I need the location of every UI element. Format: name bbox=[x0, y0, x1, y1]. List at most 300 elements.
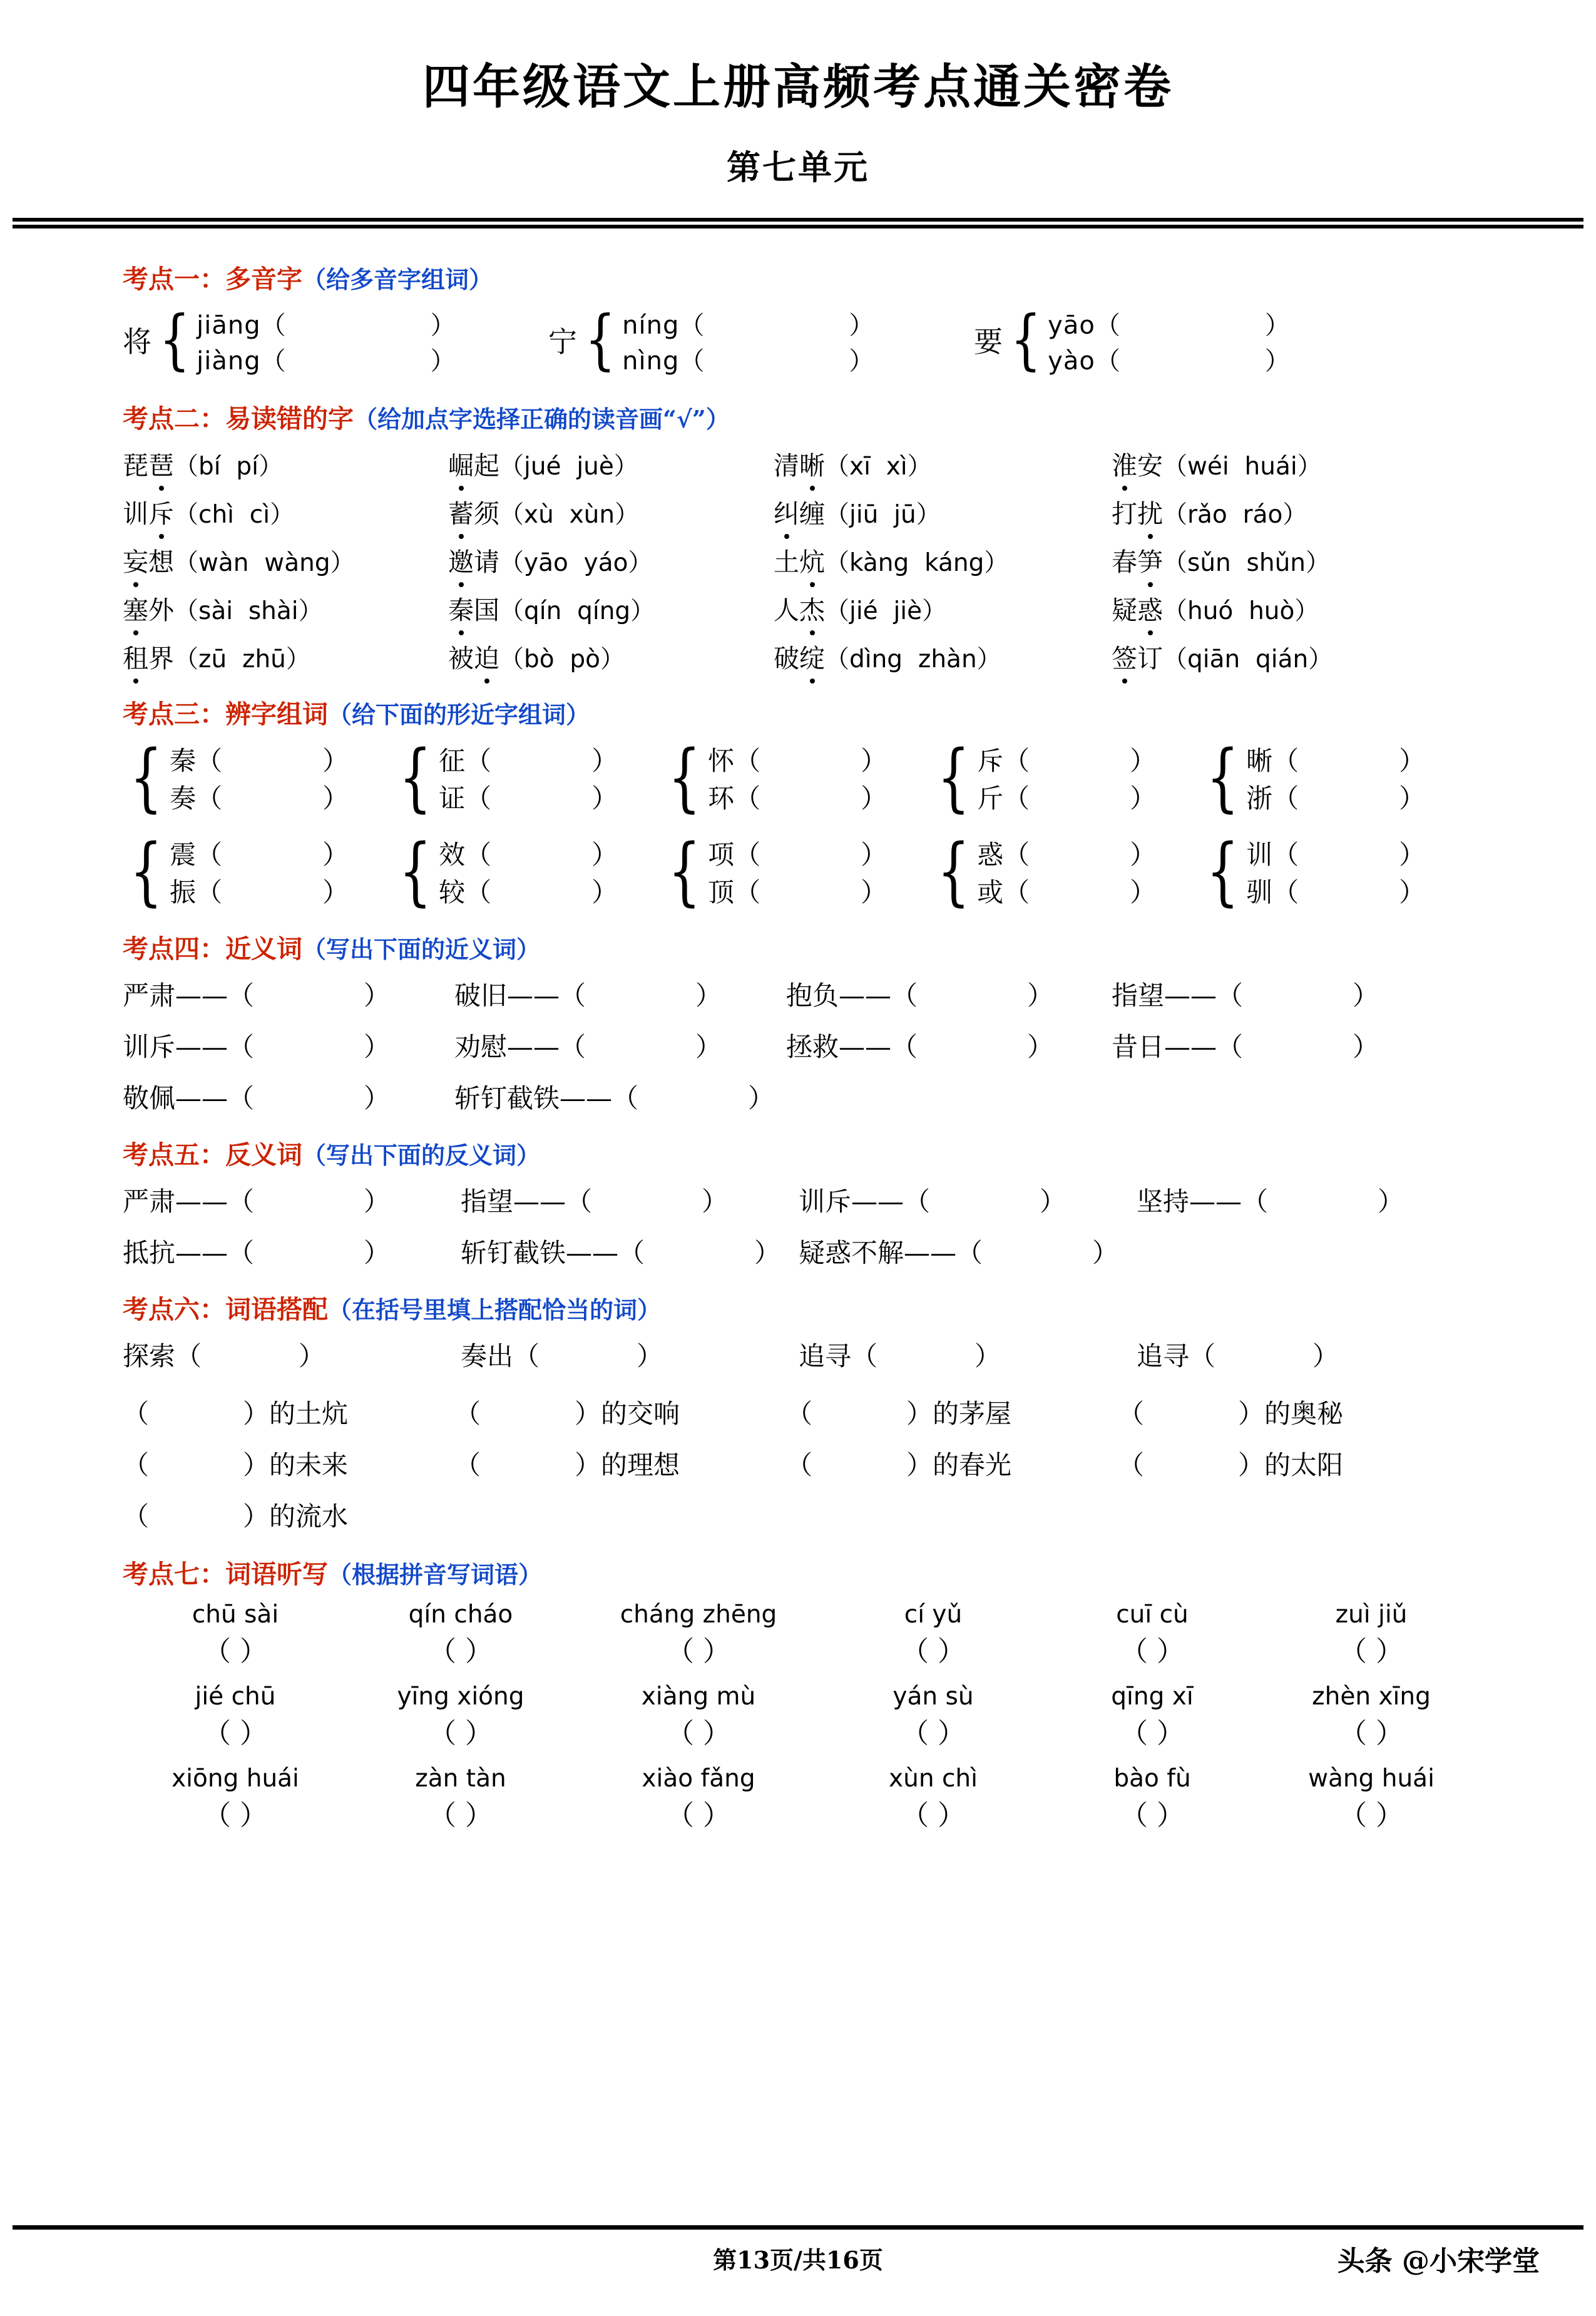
answer-blank[interactable]: （ bbox=[454, 1450, 481, 1480]
synonym-item bbox=[1112, 975, 1437, 1013]
distinguish-group bbox=[661, 733, 930, 820]
mispronounce-item bbox=[1112, 590, 1437, 627]
char-label: 驯（ bbox=[1246, 877, 1299, 908]
char-label: 奏（ bbox=[170, 783, 223, 814]
char-label: 环（ bbox=[708, 783, 761, 814]
dotted-char: 崛 bbox=[448, 451, 474, 481]
answer-blank[interactable]: （ bbox=[1118, 1450, 1145, 1480]
collocation-noun-row bbox=[123, 1445, 1558, 1482]
section-2-title: 考点二：易读错的字 bbox=[123, 404, 354, 434]
answer-blank[interactable]: ） bbox=[1027, 1032, 1054, 1062]
dictation-pinyin: xùn chì bbox=[889, 1765, 978, 1793]
noun-label: ）的奥秘 bbox=[1238, 1398, 1344, 1429]
char-label: 浙（ bbox=[1246, 783, 1299, 814]
dictation-pinyin-row bbox=[123, 1683, 1558, 1711]
synonym-item bbox=[123, 1027, 454, 1064]
answer-blank[interactable]: ） bbox=[1353, 980, 1379, 1011]
dictation-answer-blank[interactable]: （ ） bbox=[667, 1718, 730, 1750]
char-label: 秦（ bbox=[170, 746, 223, 776]
brace-icon: { bbox=[130, 733, 163, 820]
verb-label: 探索（ bbox=[123, 1341, 202, 1371]
answer-blank[interactable]: ） bbox=[591, 783, 618, 814]
brace-icon: { bbox=[668, 733, 701, 820]
antonym-row bbox=[123, 1232, 1558, 1270]
section-heading-7 bbox=[123, 1554, 1558, 1591]
mispronounce-table bbox=[123, 445, 1558, 675]
dotted-char: 邀 bbox=[448, 547, 474, 577]
mispronounce-item bbox=[123, 590, 448, 627]
answer-blank[interactable]: ） bbox=[1264, 347, 1291, 376]
pinyin-choices[interactable]: （jué juè） bbox=[499, 453, 638, 481]
word-char: 清 bbox=[774, 451, 799, 481]
pinyin-choices[interactable]: （wàn wàng） bbox=[174, 549, 355, 577]
answer-blank[interactable]: ） bbox=[1130, 746, 1157, 776]
answer-blank[interactable]: ） bbox=[1378, 1186, 1404, 1217]
synonym-item bbox=[123, 975, 454, 1013]
answer-blank[interactable]: ） bbox=[364, 1032, 391, 1062]
dictation-answer-blank[interactable]: （ ） bbox=[203, 1800, 267, 1832]
answer-blank[interactable]: ） bbox=[591, 839, 618, 870]
word-label: 抱负——（ bbox=[786, 980, 918, 1011]
distinguish-bottom bbox=[708, 778, 887, 816]
answer-blank[interactable]: ） bbox=[1399, 783, 1426, 814]
answer-blank[interactable]: ） bbox=[974, 1341, 1001, 1371]
dictation-pinyin: yīng xióng bbox=[397, 1683, 524, 1711]
distinguish-group bbox=[930, 827, 1199, 914]
section-4-instruction: （写出下面的近义词） bbox=[302, 935, 541, 963]
pinyin-choices[interactable]: （bí pí） bbox=[174, 453, 283, 481]
section-3-title: 考点三：辨字组词 bbox=[123, 699, 328, 729]
noun-label: ）的流水 bbox=[243, 1501, 349, 1532]
polyphone-pair bbox=[197, 305, 456, 374]
char-label: 振（ bbox=[170, 877, 223, 908]
noun-label: ）的太阳 bbox=[1238, 1450, 1344, 1480]
word-char: 打 bbox=[1112, 499, 1137, 529]
dictation-answer-blank[interactable]: （ ） bbox=[203, 1718, 267, 1750]
dictation-pinyin: zhèn xīng bbox=[1312, 1683, 1431, 1711]
word-label: 坚持——（ bbox=[1137, 1186, 1269, 1217]
char-label: 较（ bbox=[439, 877, 492, 908]
dotted-char: 纠 bbox=[774, 499, 799, 529]
word-label: 训斥——（ bbox=[799, 1186, 931, 1217]
word-char: 订 bbox=[1137, 643, 1163, 674]
distinguish-pair bbox=[708, 834, 887, 907]
section-6-instruction: （在括号里填上搭配恰当的词） bbox=[328, 1296, 662, 1324]
answer-blank[interactable]: ） bbox=[322, 839, 349, 870]
answer-blank[interactable]: ） bbox=[322, 783, 349, 814]
dotted-char: 琶 bbox=[148, 451, 174, 481]
antonym-item bbox=[799, 1181, 1137, 1219]
section-5-title: 考点五：反义词 bbox=[123, 1140, 302, 1170]
distinguish-top bbox=[977, 740, 1156, 778]
section-2-instruction: （给加点字选择正确的读音画“√”） bbox=[354, 405, 730, 433]
collocation-noun-row bbox=[123, 1393, 1558, 1431]
synonym-item bbox=[786, 975, 1112, 1013]
answer-blank[interactable]: ） bbox=[364, 1083, 391, 1114]
answer-blank[interactable]: （ bbox=[123, 1501, 150, 1532]
answer-blank[interactable]: ） bbox=[637, 1341, 663, 1371]
word-char: 缠 bbox=[799, 499, 825, 529]
char-label: 效（ bbox=[439, 839, 492, 870]
mispronounce-row bbox=[123, 445, 1558, 482]
pinyin-choices[interactable]: （zū zhū） bbox=[174, 645, 310, 674]
antonym-item bbox=[799, 1232, 1137, 1270]
polyphone-group-宁 bbox=[548, 301, 974, 378]
antonyms-table bbox=[123, 1181, 1558, 1270]
mispronounce-row bbox=[123, 638, 1558, 675]
answer-blank[interactable]: ） bbox=[1399, 839, 1426, 870]
distinguish-group bbox=[123, 733, 392, 820]
pinyin-option-top bbox=[1048, 305, 1291, 341]
distinguish-top bbox=[1246, 740, 1425, 778]
answer-blank[interactable]: ） bbox=[1130, 839, 1157, 870]
pinyin-choices[interactable]: （kàng káng） bbox=[825, 549, 1009, 577]
pinyin-choices[interactable]: （chì cì） bbox=[174, 501, 295, 529]
distinguish-pair bbox=[170, 834, 349, 907]
mispronounce-item bbox=[774, 445, 1112, 482]
char-label: 斤（ bbox=[977, 783, 1030, 814]
char-label: 或（ bbox=[977, 877, 1030, 908]
mispronounce-item bbox=[1112, 493, 1437, 530]
synonyms-table bbox=[123, 975, 1558, 1115]
verb-label: 追寻（ bbox=[799, 1341, 878, 1371]
antonym-item bbox=[123, 1181, 461, 1219]
pinyin-text: yào（ bbox=[1048, 347, 1121, 376]
word-char: 春 bbox=[1112, 547, 1137, 577]
mispronounce-row bbox=[123, 541, 1558, 578]
dotted-char: 蓄 bbox=[448, 499, 474, 529]
char-label: 项（ bbox=[708, 839, 761, 870]
dictation-answer-blank[interactable]: （ ） bbox=[667, 1800, 730, 1832]
distinguish-group bbox=[123, 827, 392, 914]
distinguish-group bbox=[392, 733, 661, 820]
pinyin-choices[interactable]: （xī xì） bbox=[825, 453, 932, 481]
dictation-pinyin: chū sài bbox=[192, 1601, 279, 1629]
dotted-char: 炕 bbox=[799, 547, 825, 577]
word-label: 拯救——（ bbox=[786, 1032, 918, 1062]
distinguish-top bbox=[977, 834, 1156, 872]
word-char: 人 bbox=[774, 595, 799, 625]
pinyin-choices[interactable]: （xù xùn） bbox=[499, 501, 640, 529]
pinyin-choices[interactable]: （jié jiè） bbox=[825, 597, 947, 625]
word-char: 外 bbox=[148, 595, 174, 625]
verb-label: 追寻（ bbox=[1137, 1341, 1216, 1371]
mispronounce-item bbox=[1112, 445, 1437, 482]
mispronounce-item bbox=[448, 638, 774, 675]
dictation-pinyin: zàn tàn bbox=[415, 1765, 506, 1793]
dotted-char: 笋 bbox=[1137, 547, 1163, 577]
distinguish-group bbox=[930, 733, 1199, 820]
word-label: 斩钉截铁——（ bbox=[461, 1237, 645, 1268]
pinyin-text: nìng（ bbox=[622, 347, 705, 376]
collocation-noun-row bbox=[123, 1496, 1558, 1534]
word-label: 破旧——（ bbox=[454, 980, 586, 1011]
pinyin-choices[interactable]: （rǎo ráo） bbox=[1163, 501, 1307, 529]
answer-blank[interactable]: ） bbox=[364, 980, 391, 1011]
answer-blank[interactable]: ） bbox=[591, 746, 618, 776]
dictation-answer-blank[interactable]: （ ） bbox=[667, 1636, 730, 1668]
answer-blank[interactable]: ） bbox=[1399, 877, 1426, 908]
word-char: 破 bbox=[774, 643, 799, 674]
synonym-row bbox=[123, 975, 1558, 1013]
distinguish-pair bbox=[977, 740, 1156, 813]
answer-blank[interactable]: ） bbox=[1130, 877, 1157, 908]
pinyin-text: jiàng（ bbox=[197, 347, 287, 376]
dotted-char: 杰 bbox=[799, 595, 825, 625]
collocation-noun-item bbox=[454, 1393, 786, 1431]
dictation-answer-blank[interactable]: （ ） bbox=[901, 1636, 965, 1668]
dotted-char: 租 bbox=[123, 643, 148, 674]
dictation-answer-blank[interactable]: （ ） bbox=[1339, 1800, 1403, 1832]
brace-icon: { bbox=[130, 827, 163, 914]
answer-blank[interactable]: ） bbox=[849, 347, 875, 376]
antonym-row bbox=[123, 1181, 1558, 1219]
synonym-item bbox=[1112, 1027, 1437, 1064]
distinguish-bottom bbox=[1246, 872, 1425, 909]
section-heading-6 bbox=[123, 1289, 1558, 1326]
collocation-noun-item bbox=[123, 1496, 454, 1534]
pinyin-choices[interactable]: （dìng zhàn） bbox=[825, 645, 1001, 674]
mispronounce-row bbox=[123, 493, 1558, 530]
answer-blank[interactable]: ） bbox=[1027, 980, 1054, 1011]
dictation-answer-blank[interactable]: （ ） bbox=[203, 1636, 267, 1668]
pinyin-text: jiāng（ bbox=[197, 311, 287, 340]
word-char: 被 bbox=[448, 643, 474, 674]
dictation-pinyin: zuì jiǔ bbox=[1335, 1601, 1408, 1629]
answer-blank[interactable]: ） bbox=[1130, 783, 1157, 814]
brace-icon: { bbox=[1206, 827, 1239, 914]
polyphone-pair bbox=[622, 305, 874, 374]
noun-label: ）的土炕 bbox=[243, 1398, 349, 1429]
dictation-pinyin: xiōng huái bbox=[171, 1765, 299, 1793]
char-label: 怀（ bbox=[708, 746, 761, 776]
pinyin-choices[interactable]: （qín qíng） bbox=[499, 597, 655, 625]
distinguish-group bbox=[392, 827, 661, 914]
word-char: 起 bbox=[474, 451, 499, 481]
mispronounce-item bbox=[123, 445, 448, 482]
collocation-verb-item bbox=[1137, 1336, 1475, 1373]
distinguish-pair bbox=[170, 740, 349, 813]
mispronounce-item bbox=[448, 493, 774, 530]
answer-blank[interactable]: ） bbox=[861, 839, 888, 870]
answer-blank[interactable]: ） bbox=[364, 1237, 391, 1268]
dictation-answer-blank[interactable]: （ ） bbox=[429, 1636, 493, 1668]
mispronounce-item bbox=[774, 638, 1112, 675]
answer-blank[interactable]: ） bbox=[1092, 1237, 1119, 1268]
dictation-pinyin-row bbox=[123, 1765, 1558, 1793]
distinguish-pair bbox=[977, 834, 1156, 907]
pinyin-choices[interactable]: （sǔn shǔn） bbox=[1163, 549, 1331, 577]
pinyin-choices[interactable]: （wéi huái） bbox=[1163, 453, 1322, 481]
char-label: 震（ bbox=[170, 839, 223, 870]
collocation-verb-row bbox=[123, 1336, 1558, 1373]
brace-icon: { bbox=[1206, 733, 1239, 820]
mispronounce-item bbox=[774, 541, 1112, 578]
antonym-item bbox=[123, 1232, 461, 1270]
answer-blank[interactable]: ） bbox=[861, 746, 888, 776]
synonym-row bbox=[123, 1078, 1558, 1115]
answer-blank[interactable]: （ bbox=[786, 1398, 813, 1429]
section-heading-3 bbox=[123, 694, 1558, 730]
word-label: 斩钉截铁——（ bbox=[454, 1083, 639, 1114]
word-char: 须 bbox=[474, 499, 499, 529]
mispronounce-item bbox=[1112, 638, 1437, 675]
section-1-instruction: （给多音字组词） bbox=[302, 265, 493, 294]
polyphone-char: 要 bbox=[974, 325, 1003, 359]
answer-blank[interactable]: ） bbox=[364, 1186, 391, 1217]
distinguish-bottom bbox=[977, 872, 1156, 909]
char-label: 斥（ bbox=[977, 746, 1030, 776]
char-label: 晰（ bbox=[1246, 746, 1299, 776]
pinyin-option-top bbox=[197, 305, 456, 341]
answer-blank[interactable]: ） bbox=[695, 980, 722, 1011]
answer-blank[interactable]: ） bbox=[322, 746, 349, 776]
dictation-blank-row bbox=[123, 1629, 1558, 1669]
distinguish-pair bbox=[1246, 834, 1425, 907]
answer-blank[interactable]: ） bbox=[322, 877, 349, 908]
dictation-answer-blank[interactable]: （ ） bbox=[1339, 1636, 1403, 1668]
dotted-char: 晰 bbox=[799, 451, 825, 481]
collocation-verb-item bbox=[461, 1336, 799, 1373]
page-number: 第13页/共16页 bbox=[713, 2246, 883, 2274]
polyphone-pair bbox=[1048, 305, 1291, 374]
polyphone-char: 宁 bbox=[548, 325, 577, 359]
distinguish-group bbox=[1199, 733, 1468, 820]
word-label: 劝慰——（ bbox=[454, 1032, 586, 1062]
distinguish-group bbox=[661, 827, 930, 914]
word-label: 疑惑不解——（ bbox=[799, 1237, 983, 1268]
char-label: 顶（ bbox=[708, 877, 761, 908]
answer-blank[interactable]: ） bbox=[430, 311, 456, 340]
distinguish-row bbox=[123, 827, 1558, 914]
polyphone-char: 将 bbox=[123, 325, 151, 359]
answer-blank[interactable]: ） bbox=[1040, 1186, 1067, 1217]
watermark-label: 头条 @小宋学堂 bbox=[1337, 2245, 1540, 2277]
distinguish-bottom bbox=[1246, 778, 1425, 816]
distinguish-group bbox=[1199, 827, 1468, 914]
pinyin-choices[interactable]: （jiū jū） bbox=[825, 501, 941, 529]
distinguish-pair bbox=[439, 740, 618, 813]
header-divider bbox=[13, 218, 1583, 228]
answer-blank[interactable]: ） bbox=[1353, 1032, 1379, 1062]
dictation-pinyin-row bbox=[123, 1601, 1558, 1629]
dictation-answer-blank[interactable]: （ ） bbox=[429, 1800, 493, 1832]
unit-subtitle: 第七单元 bbox=[727, 147, 869, 187]
dictation-pinyin: xiào fǎng bbox=[642, 1765, 755, 1793]
distinguish-characters-table bbox=[123, 733, 1558, 914]
section-1-title: 考点一：多音字 bbox=[123, 264, 302, 294]
answer-blank[interactable]: ） bbox=[702, 1186, 729, 1217]
distinguish-top bbox=[439, 740, 618, 778]
footer-divider bbox=[13, 2225, 1583, 2230]
distinguish-bottom bbox=[170, 778, 349, 816]
synonym-item bbox=[454, 1078, 786, 1115]
dictation-pinyin: bào fù bbox=[1113, 1765, 1191, 1793]
dotted-char: 惑 bbox=[1137, 595, 1163, 625]
answer-blank[interactable]: ） bbox=[1312, 1341, 1339, 1371]
dotted-char: 扰 bbox=[1137, 499, 1163, 529]
mispronounce-item bbox=[123, 638, 448, 675]
answer-blank[interactable]: ） bbox=[299, 1341, 325, 1371]
section-3-instruction: （给下面的形近字组词） bbox=[328, 700, 590, 729]
word-char: 国 bbox=[474, 595, 499, 625]
brace-icon: { bbox=[399, 733, 432, 820]
collocation-noun-item bbox=[1118, 1393, 1450, 1431]
brace-icon: { bbox=[937, 733, 970, 820]
collocation-noun-item bbox=[786, 1393, 1118, 1431]
dictation-answer-blank[interactable]: （ ） bbox=[1120, 1800, 1184, 1832]
pinyin-choices[interactable]: （huó huò） bbox=[1163, 597, 1319, 625]
answer-blank[interactable]: （ bbox=[454, 1398, 481, 1429]
word-char: 界 bbox=[148, 643, 174, 674]
dictation-pinyin: wàng huái bbox=[1308, 1765, 1435, 1793]
dotted-char: 签 bbox=[1112, 643, 1137, 674]
pinyin-choices[interactable]: （yāo yáo） bbox=[499, 549, 653, 577]
answer-blank[interactable]: （ bbox=[123, 1450, 150, 1480]
dictation-answer-blank[interactable]: （ ） bbox=[1339, 1718, 1403, 1750]
collocation-noun-item bbox=[123, 1393, 454, 1431]
pinyin-text: yāo（ bbox=[1048, 311, 1121, 340]
brace-icon: { bbox=[159, 301, 190, 378]
polyphone-group-要 bbox=[974, 301, 1387, 378]
distinguish-top bbox=[170, 834, 349, 872]
answer-blank[interactable]: ） bbox=[849, 311, 875, 340]
pinyin-choices[interactable]: （sài shài） bbox=[174, 597, 323, 625]
pinyin-choices[interactable]: （bò pò） bbox=[499, 645, 625, 674]
answer-blank[interactable]: ） bbox=[1264, 311, 1291, 340]
word-char: 训 bbox=[123, 499, 148, 529]
section-heading-4 bbox=[123, 928, 1558, 965]
distinguish-top bbox=[170, 740, 349, 778]
answer-blank[interactable]: ） bbox=[754, 1237, 781, 1268]
dictation-answer-blank[interactable]: （ ） bbox=[901, 1800, 965, 1832]
dictation-answer-blank[interactable]: （ ） bbox=[1120, 1636, 1184, 1668]
dotted-char: 迫 bbox=[474, 643, 499, 674]
answer-blank[interactable]: ） bbox=[748, 1083, 775, 1114]
synonym-item bbox=[454, 975, 786, 1013]
distinguish-row bbox=[123, 733, 1558, 820]
section-7-title: 考点七：词语听写 bbox=[123, 1559, 328, 1589]
pinyin-choices[interactable]: （qiān qián） bbox=[1163, 645, 1333, 674]
answer-blank[interactable]: ） bbox=[861, 783, 888, 814]
mispronounce-item bbox=[774, 590, 1112, 627]
dictation-answer-blank[interactable]: （ ） bbox=[1120, 1718, 1184, 1750]
answer-blank[interactable]: ） bbox=[861, 877, 888, 908]
synonym-item bbox=[454, 1027, 786, 1064]
dictation-answer-blank[interactable]: （ ） bbox=[901, 1718, 965, 1750]
synonym-item bbox=[786, 1027, 1112, 1064]
answer-blank[interactable]: ） bbox=[695, 1032, 722, 1062]
dictation-answer-blank[interactable]: （ ） bbox=[429, 1718, 493, 1750]
char-label: 训（ bbox=[1246, 839, 1299, 870]
mispronounce-item bbox=[448, 590, 774, 627]
dictation-pinyin: qín cháo bbox=[408, 1601, 513, 1629]
answer-blank[interactable]: ） bbox=[591, 877, 618, 908]
answer-blank[interactable]: （ bbox=[1118, 1398, 1145, 1429]
noun-label: ）的春光 bbox=[906, 1450, 1012, 1480]
answer-blank[interactable]: （ bbox=[123, 1398, 150, 1429]
answer-blank[interactable]: ） bbox=[430, 347, 456, 376]
answer-blank[interactable]: ） bbox=[1399, 746, 1426, 776]
answer-blank[interactable]: （ bbox=[786, 1450, 813, 1480]
word-char: 土 bbox=[774, 547, 799, 577]
word-char: 琵 bbox=[123, 451, 148, 481]
verb-label: 奏出（ bbox=[461, 1341, 540, 1371]
polyphone-row bbox=[123, 301, 1558, 378]
section-6-title: 考点六：词语搭配 bbox=[123, 1294, 328, 1325]
word-label: 指望——（ bbox=[461, 1186, 593, 1217]
distinguish-bottom bbox=[708, 872, 887, 909]
